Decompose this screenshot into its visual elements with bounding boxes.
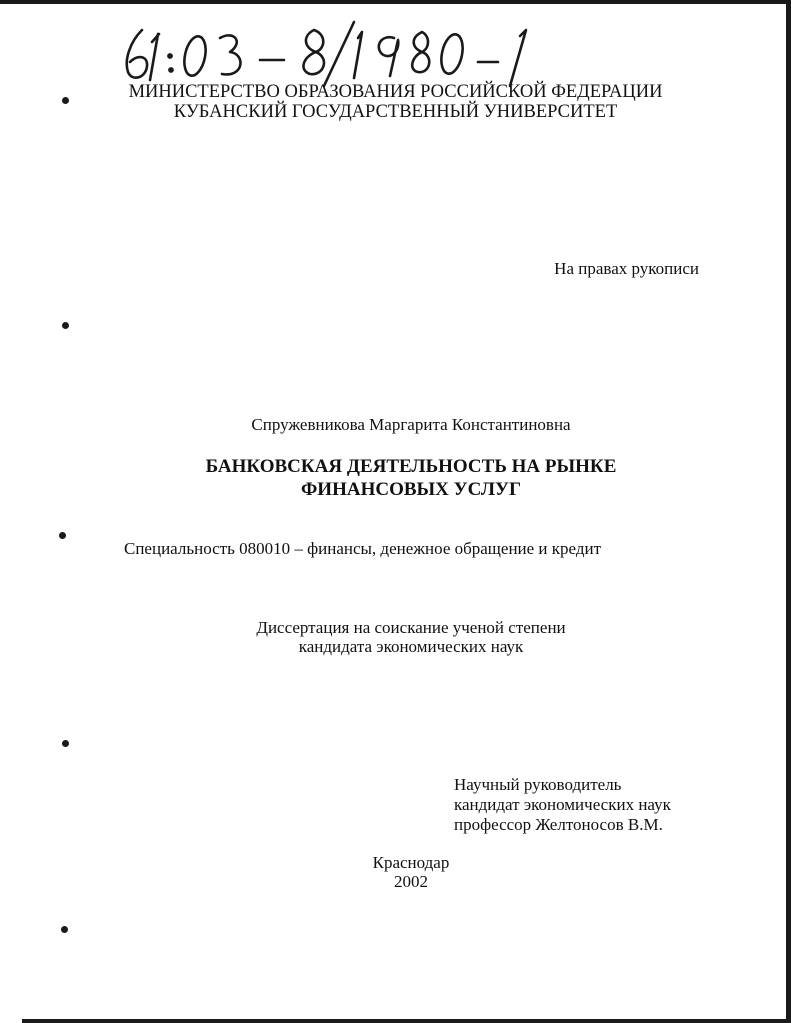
handwritten-archive-code bbox=[118, 16, 548, 88]
university-heading: КУБАНСКИЙ ГОСУДАРСТВЕННЫЙ УНИВЕРСИТЕТ bbox=[173, 102, 618, 122]
scan-border-bottom bbox=[22, 1019, 791, 1023]
binding-hole-mark bbox=[62, 740, 69, 747]
binding-hole-mark bbox=[61, 926, 68, 933]
degree-line-2: кандидата экономических наук bbox=[298, 637, 524, 656]
degree-line-1: Диссертация на соискание ученой степени bbox=[256, 618, 566, 637]
supervisor-block bbox=[454, 775, 671, 835]
binding-hole-mark bbox=[59, 532, 66, 539]
supervisor-name: профессор Желтоносов В.М. bbox=[454, 815, 663, 834]
binding-hole-mark bbox=[62, 322, 69, 329]
dissertation-title-line-2: ФИНАНСОВЫХ УСЛУГ bbox=[300, 479, 522, 500]
supervisor-role: Научный руководитель bbox=[454, 775, 622, 794]
author-name: Спружевникова Маргарита Константиновна bbox=[251, 415, 571, 434]
specialty-line: Специальность 080010 – финансы, денежное обращение и кредит bbox=[124, 539, 602, 558]
supervisor-degree: кандидат экономических наук bbox=[454, 795, 671, 814]
ministry-heading: МИНИСТЕРСТВО ОБРАЗОВАНИЯ РОССИЙСКОЙ ФЕДЕРАЦИИ bbox=[128, 82, 663, 102]
year: 2002 bbox=[394, 872, 428, 891]
binding-hole-mark bbox=[62, 97, 69, 104]
scan-border-top bbox=[0, 0, 791, 4]
dissertation-title-line-1: БАНКОВСКАЯ ДЕЯТЕЛЬНОСТЬ НА РЫНКЕ bbox=[205, 456, 617, 477]
city: Краснодар bbox=[372, 853, 450, 872]
rights-note: На правах рукописи bbox=[554, 259, 699, 278]
